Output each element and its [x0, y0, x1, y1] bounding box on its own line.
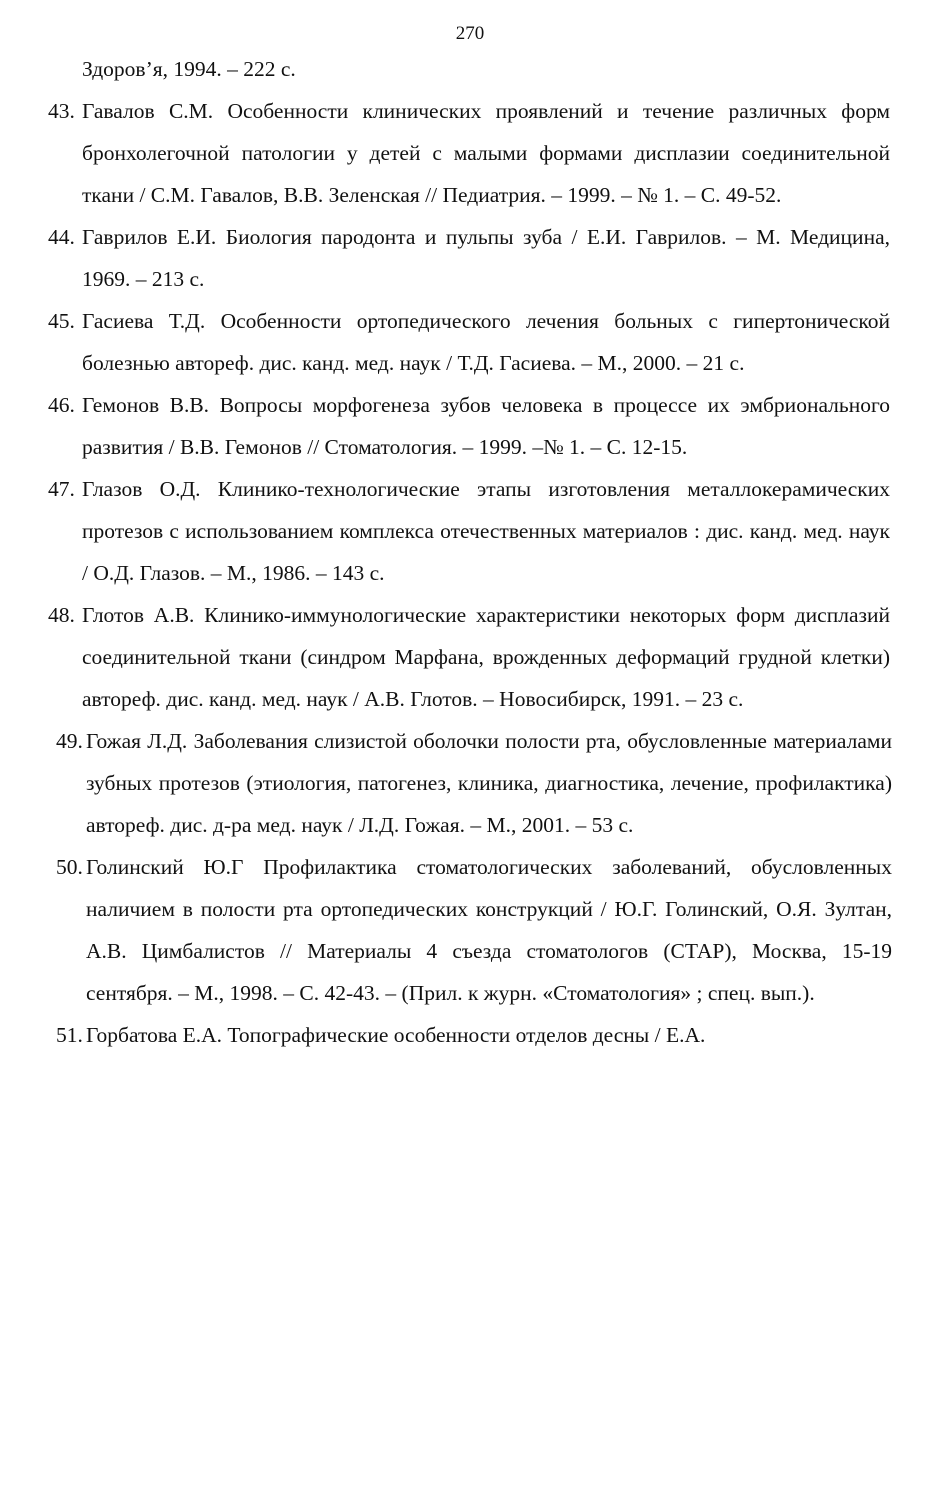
reference-number: 44.	[48, 225, 75, 249]
reference-text: Гемонов В.В. Вопросы морфогенеза зубов человека в процессе их эмбрионального развития / В.В. Гемонов // Стоматология. – 1999. –№ 1. – С. 12-15.	[82, 393, 890, 459]
reference-item-46	[48, 384, 890, 468]
reference-text: Гаврилов Е.И. Биология пародонта и пульпы зуба / Е.И. Гаврилов. – М. Медицина, 1969. – 213 с.	[82, 225, 890, 291]
reference-item-51	[56, 1014, 892, 1056]
reference-item-45	[48, 300, 890, 384]
reference-number: 47.	[48, 477, 75, 501]
reference-text: Горбатова Е.А. Топографические особенности отделов десны / Е.А.	[86, 1023, 706, 1047]
reference-item-43	[48, 90, 890, 216]
reference-text: Гавалов С.М. Особенности клинических проявлений и течение различных форм бронхолегочной патологии у детей с малыми формами дисплазии соединительной ткани / С.М. Гавалов, В.В. Зеленская // Педиатрия. – 1999. – № 1. – С. 49-52.	[82, 99, 890, 207]
reference-number: 49.	[56, 729, 83, 753]
reference-item-47	[48, 468, 890, 594]
reference-item-49	[56, 720, 892, 846]
reference-continuation	[82, 48, 890, 90]
reference-text: Глазов О.Д. Клинико-технологические этапы изготовления металлокерамических протезов с использованием комплекса отечественных материалов : дис. канд. мед. наук / О.Д. Глазов. – М., 1986. – 143 с.	[82, 477, 890, 585]
reference-text: Голинский Ю.Г Профилактика стоматологических заболеваний, обусловленных наличием в полости рта ортопедических конструкций / Ю.Г. Голинский, О.Я. Зултан, А.В. Цимбалистов // Материалы 4 съезда стоматологов (СТАР), Москва, 15-19 сентября. – М., 1998. – С. 42-43. – (Прил. к журн. «Стоматология» ; спец. вып.).	[86, 855, 892, 1005]
reference-number: 48.	[48, 603, 75, 627]
reference-item-48	[48, 594, 890, 720]
reference-number: 45.	[48, 309, 75, 333]
reference-number: 46.	[48, 393, 75, 417]
page-number: 270	[455, 23, 485, 44]
reference-number: 43.	[48, 99, 75, 123]
reference-number: 51.	[56, 1023, 83, 1047]
reference-text: Гасиева Т.Д. Особенности ортопедического лечения больных с гипертонической болезнью автореф. дис. канд. мед. наук / Т.Д. Гасиева. – М., 2000. – 21 с.	[82, 309, 890, 375]
reference-item-50	[56, 846, 892, 1014]
reference-text: Глотов А.В. Клинико-иммунологические характеристики некоторых форм дисплазий соединительной ткани (синдром Марфана, врожденных деформаций грудной клетки) автореф. дис. канд. мед. наук / А.В. Глотов. – Новосибирск, 1991. – 23 с.	[82, 603, 890, 711]
reference-number: 50.	[56, 855, 83, 879]
reference-text: Гожая Л.Д. Заболевания слизистой оболочки полости рта, обусловленные материалами зубных протезов (этиология, патогенез, клиника, диагностика, лечение, профилактика) автореф. дис. д-ра мед. наук / Л.Д. Гожая. – М., 2001. – 53 с.	[86, 729, 892, 837]
reference-continuation-text: Здоров’я, 1994. – 222 с.	[82, 57, 296, 81]
reference-item-44	[48, 216, 890, 300]
reference-list	[0, 48, 940, 1056]
